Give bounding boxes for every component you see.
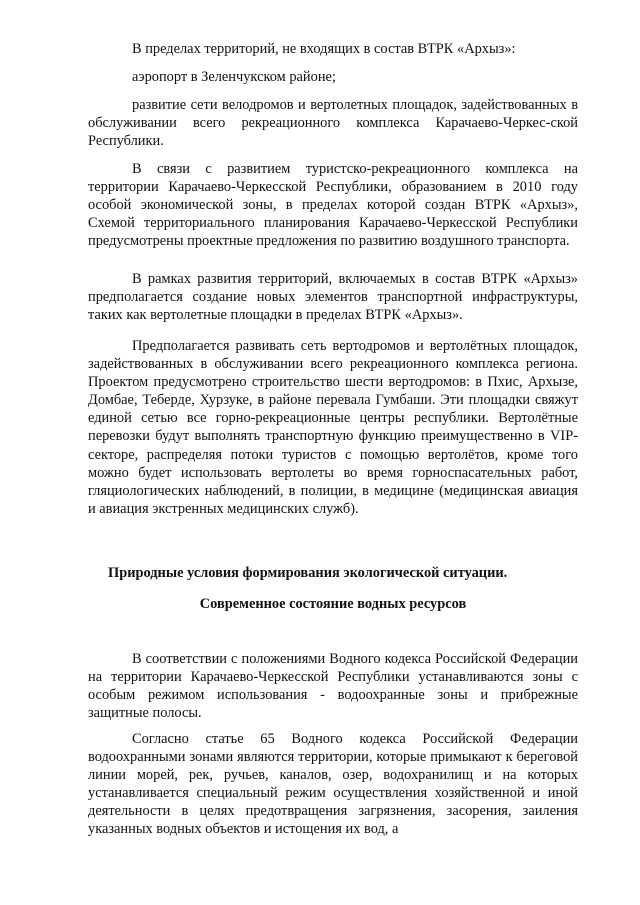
paragraph-water-code: В соответствии с положениями Водного кодекса Российской Федерации на территории Карачаево-Черкесской Республики устанавливаются зоны с особым режимом использования - водоохранные зоны и прибрежные защитные полосы. — [88, 651, 578, 722]
paragraph-territories-outside: В пределах территорий, не входящих в состав ВТРК «Архыз»: — [132, 41, 516, 57]
paragraph-helipads: Предполагается развивать сеть вертодромов и вертолётных площадок, задействованных в обслуживании всего рекреационного комплекса региона. Проектом предусмотрено строительство шести вертодромов: в Пхис, Архызе, Домбае, Теберде, Хурзуке, в районе перевала Гумбаши. Эти площадки свяжут единой сетью все горно-рекреационные центры республики. Вертолётные перевозки будут выполнять транспортную функцию преимущественно в VIP-секторе, распределяя потоки туристов с помощью вертолётов, кроме того можно будет использовать вертолеты во время горноспасательных работ, гляциологических наблюдений, в полиции, в медицине (медицинская авиация и авиация экстренных медицинских служб). — [88, 338, 578, 517]
section-heading-water-resources: Современное состояние водных ресурсов — [199, 596, 467, 612]
paragraph-infrastructure: В рамках развития территорий, включаемых в состав ВТРК «Архыз» предполагается создание новых элементов транспортной инфраструктуры, таких как вертолетные площадки в пределах ВТРК «Архыз». — [88, 271, 578, 324]
paragraph-velodromes: развитие сети велодромов и вертолетных площадок, задействованных в обслуживании всего рекреационного комплекса Карачаево-Черкес-ской Республики. — [88, 97, 578, 150]
paragraph-airport: аэропорт в Зеленчукском районе; — [132, 69, 336, 85]
paragraph-tourism-complex: В связи с развитием туристско-рекреационного комплекса на территории Карачаево-Черкесской Республики, образованием в 2010 году особой экономической зоны, в пределах которой создан ВТРК «Архыз», Схемой территориального планирования Карачаево-Черкесской Республики предусмотрены проектные предложения по развитию воздушного транспорта. — [88, 161, 578, 250]
paragraph-article-65: Согласно статье 65 Водного кодекса Российской Федерации водоохранными зонами являются территории, которые примыкают к береговой линии морей, рек, ручьев, каналов, озер, водохранилищ и на которых устанавливается специальный режим осуществления хозяйственной и иной деятельности в целях предотвращения загрязнения, засорения, заиления указанных водных объектов и истощения их вод, а — [88, 731, 578, 838]
section-heading-natural-conditions: Природные условия формирования экологической ситуации. — [108, 565, 508, 581]
